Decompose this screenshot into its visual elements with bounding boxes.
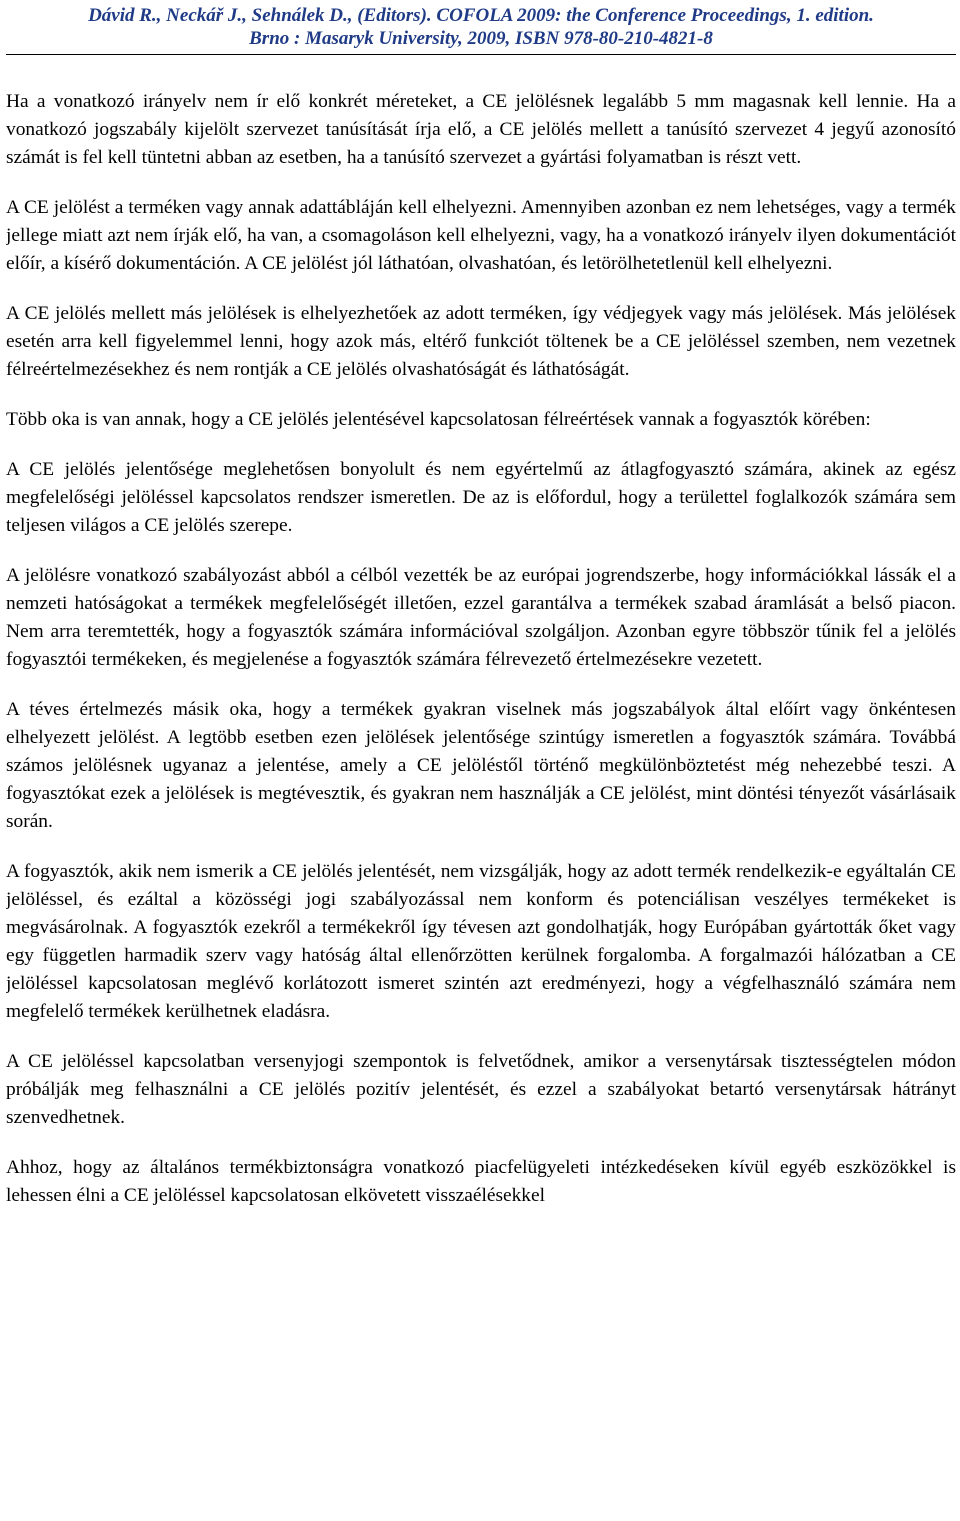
paragraph: Ha a vonatkozó irányelv nem ír elő konkrét méreteket, a CE jelölésnek legalább 5 mm magasnak kell lennie. Ha a vonatkozó jogszabály kijelölt szervezet tanúsítását írja elő, a CE jelölés mellett a tanúsító szervezet 4 jegyű azonosító számát is fel kell tüntetni abban az esetben, ha a tanúsító szervezet a gyártási folyamatban is részt vett. <box>6 91 956 168</box>
paragraph: A CE jelöléssel kapcsolatban versenyjogi szempontok is felvetődnek, amikor a versenytársak tisztességtelen módon próbálják meg felhasználni a CE jelölés pozitív jelentését, és ezzel a szabályokat betartó versenytársak hátrányt szenvedhetnek. <box>6 1051 956 1128</box>
paragraph: Ahhoz, hogy az általános termékbiztonságra vonatkozó piacfelügyeleti intézkedéseken kívül egyéb eszközökkel is lehessen élni a CE jelöléssel kapcsolatosan elkövetett visszaélésekkel <box>6 1157 956 1206</box>
paragraph: A jelölésre vonatkozó szabályozást abból a célból vezették be az európai jogrendszerbe, hogy információkkal lássák el a nemzeti hatóságokat a termékek megfelelőségét illetően, ezzel garantálva a termékek szabad áramlását a belső piacon. Nem arra teremtették, hogy a fogyasztók számára információval szolgáljon. Azonban egyre többször tűnik fel a jelölés fogyasztói termékeken, és megjelenése a fogyasztók számára félrevezető értelmezésekre vezetett. <box>6 565 956 670</box>
document-page <box>6 0 956 1521</box>
paragraph: Több oka is van annak, hogy a CE jelölés jelentésével kapcsolatosan félreértések vannak a fogyasztók körében: <box>6 409 871 430</box>
paragraph: A fogyasztók, akik nem ismerik a CE jelölés jelentését, nem vizsgálják, hogy az adott termék rendelkezik-e egyáltalán CE jelöléssel, és ezáltal a közösségi jogi szabályozással nem konform és potenciálisan veszélyes termékeket is megvásárolnak. A fogyasztók ezekről a termékekről így tévesen azt gondolhatják, hogy Európában gyártották őket vagy egy független harmadik szerv vagy hatóság által ellenőrzötten kerülnek forgalomba. A forgalmazói hálózatban a CE jelöléssel kapcsolatosan meglévő korlátozott ismeret szintén azt eredményezi, hogy a végfelhasználó számára nem megfelelő termékek kerülhetnek eladásra. <box>6 861 956 1022</box>
body-text <box>6 88 956 1210</box>
paragraph: A CE jelölés jelentősége meglehetősen bonyolult és nem egyértelmű az átlagfogyasztó számára, akinek az egész megfelelőségi jelöléssel kapcsolatos rendszer ismeretlen. De az is előfordul, hogy a területtel foglalkozók számára sem teljesen világos a CE jelölés szerepe. <box>6 459 956 536</box>
running-header <box>6 4 956 50</box>
paragraph: A CE jelölés mellett más jelölések is elhelyezhetőek az adott terméken, így védjegyek vagy más jelölések. Más jelölések esetén arra kell figyelemmel lenni, hogy azok más, eltérő funkciót töltenek be a CE jelöléssel szemben, nem vezetnek félreértelmezésekhez és nem rontják a CE jelölés olvashatóságát és láthatóságát. <box>6 303 956 380</box>
header-publisher-line: Brno : Masaryk University, 2009, ISBN 978-80-210-4821-8 <box>249 28 713 49</box>
paragraph: A CE jelölést a terméken vagy annak adattábláján kell elhelyezni. Amennyiben azonban ez nem lehetséges, vagy a termék jellege miatt azt nem írják elő, ha van, a csomagoláson kell elhelyezni, vagy, ha a vonatkozó irányelv ilyen dokumentációt előír, a kísérő dokumentáción. A CE jelölést jól láthatóan, olvashatóan, és letörölhetetlenül kell elhelyezni. <box>6 197 956 274</box>
header-divider <box>6 54 956 55</box>
header-citation-line: Dávid R., Neckář J., Sehnálek D., (Editors). COFOLA 2009: the Conference Proceedings, 1. edition. <box>88 5 874 26</box>
paragraph: A téves értelmezés másik oka, hogy a termékek gyakran viselnek más jogszabályok által előírt vagy önkéntesen elhelyezett jelölést. A legtöbb esetben ezen jelölések jelentősége szintúgy ismeretlen a fogyasztók számára. Továbbá számos jelölésnek ugyanaz a jelentése, amely a CE jelöléstől történő megkülönböztetést még nehezebbé teszi. A fogyasztókat ezek a jelölések is megtévesztik, és gyakran nem használják a CE jelölést, mint döntési tényezőt vásárlásaik során. <box>6 699 956 832</box>
